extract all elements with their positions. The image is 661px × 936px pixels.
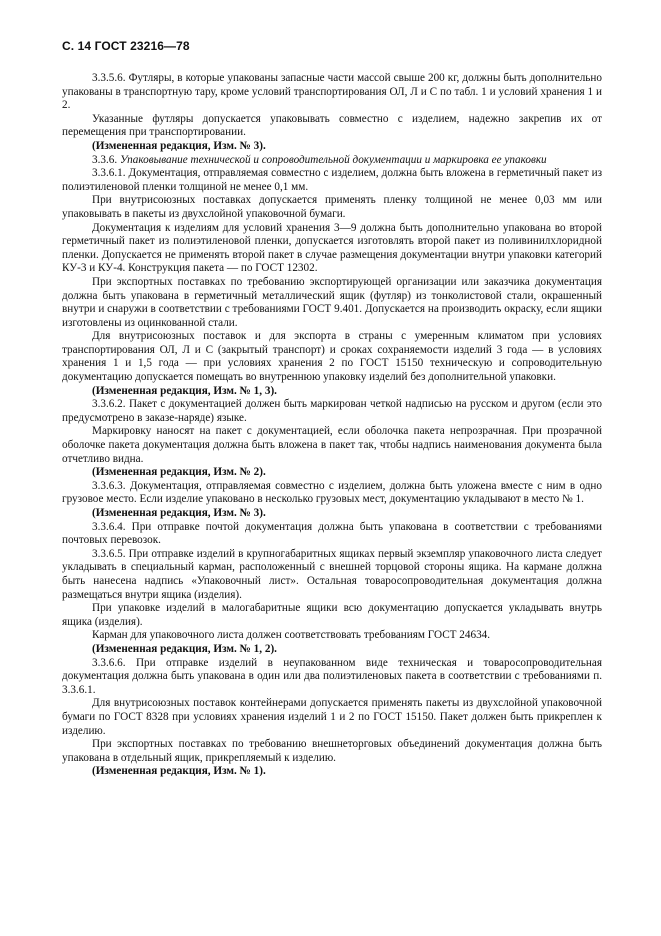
amendment-note: (Измененная редакция, Изм. № 3). [92,507,266,519]
paragraph: Указанные футляры допускается упаковывать совместно с изделием, надежно закрепив их от перемещения при транспортировании. [62,112,602,139]
paragraph: 3.3.6.1. Документация, отправляемая совместно с изделием, должна быть вложена в герметичный пакет из полиэтиленовой пленки толщиной не менее 0,1 мм. [62,167,602,193]
amendment-note: (Измененная редакция, Изм. № 1). [92,765,266,778]
section-heading [62,154,602,168]
document-body [62,72,602,779]
amendment-note: (Измененная редакция, Изм. № 1, 3). [92,384,277,397]
paragraph: При экспортных поставках по требованию экспортирующей организации или заказчика документация должна быть упакована в герметичный металлический ящик (футляр) из тонколистовой стали, окрашенный внутри и снаружи в соответствии с требованиями ГОСТ 9.401. Допускается на производить окраску, если ящики изготовлены из оцинкованной стали. [62,275,602,329]
page-header: С. 14 ГОСТ 23216—78 [62,39,190,53]
paragraph: При упаковке изделий в малогабаритные ящики всю документацию допускается укладывать внутрь ящика (изделия). [62,602,602,628]
paragraph: Маркировку наносят на пакет с документацией, если оболочка пакета непрозрачная. При прозрачной оболочке пакета документация должна быть вложена в пакет так, чтобы надпись наименования документа была отчетливо видна. [62,425,602,465]
amendment-note: (Измененная редакция, Изм. № 2). [92,466,266,479]
section-title: Упаковывание технической и сопроводительной документации и маркировка ее упаковки [119,153,547,166]
paragraph: Карман для упаковочного листа должен соответствовать требованиям ГОСТ 24634. [92,629,491,642]
paragraph: При внутрисоюзных поставках допускается применять пленку толщиной не менее 0,03 мм или упаковывать в пакеты из двухслойной упаковочной бумаги. [62,194,602,220]
paragraph: 3.3.6.3. Документация, отправляемая совместно с изделием, должна быть уложена вместе с ним в одно грузовое место. Если изделие упаковано в несколько грузовых мест, документацию укладывают в место № 1. [62,479,602,506]
amendment-note: (Измененная редакция, Изм. № 1, 2). [92,642,277,655]
section-number: 3.3.6. [92,153,118,166]
paragraph: При экспортных поставках по требованию внешнеторговых объединений документация должна быть упакована в отдельный ящик, прикрепляемый к изделию. [62,738,602,764]
paragraph: Для внутрисоюзных поставок контейнерами допускается применять пакеты из двухслойной упаковочной бумаги по ГОСТ 8328 при условиях хранения изделий 1 и 2 по ГОСТ 15150. Пакет должен быть прикреплен к изделию. [62,697,602,737]
paragraph: 3.3.6.2. Пакет с документацией должен быть маркирован четкой надписью на русском и другом (если это предусмотрено в заказе-наряде) языке. [62,398,602,424]
amendment-note: (Измененная редакция, Изм. № 3). [92,139,266,152]
paragraph: 3.3.5.6. Футляры, в которые упакованы запасные части массой свыше 200 кг, должны быть дополнительно упакованы в транспортную тару, кроме условий транспортирования ОЛ, Л и С по табл. 1 и условий хранения 1 и 2. [62,72,602,112]
paragraph: 3.3.6.6. При отправке изделий в неупакованном виде техническая и товаросопроводительная документация должна быть упакована в один или два полиэтиленовых пакета в соответствии с требованиями п. 3.3.6.1. [62,656,602,696]
paragraph: 3.3.6.5. При отправке изделий в крупногабаритных ящиках первый экземпляр упаковочного листа следует укладывать в специальный карман, расположенный с внешней торцовой стороны ящика. На кармане должна быть нанесена надпись «Упаковочный лист». Остальная товаросопроводительная документация должна размещаться внутри ящика (изделия). [62,547,602,601]
paragraph: 3.3.6.4. При отправке почтой документация должна быть упакована в соответствии с требованиями почтовых перевозок. [62,520,602,547]
paragraph: Для внутрисоюзных поставок и для экспорта в страны с умеренным климатом при условиях транспортирования ОЛ, Л и С (закрытый транспорт) и сроках сохраняемости изделий 3 года — в условиях хранения 1 и 1,5 года — при условиях хранения 2 по ГОСТ 15150 техническую и сопроводительную документацию допускается помещать во внутреннюю упаковку изделий без дополнительной упаковки. [62,330,602,384]
paragraph: Документация к изделиям для условий хранения 3—9 должна быть дополнительно упакована во второй герметичный пакет из полиэтиленовой пленки, допускается изготовлять второй пакет из поливинилхлоридной пленки. Допускается не применять второй пакет в случае размещения документации внутри упаковки категорий КУ-3 и КУ-4. Конструкция пакета — по ГОСТ 12302. [62,221,602,275]
